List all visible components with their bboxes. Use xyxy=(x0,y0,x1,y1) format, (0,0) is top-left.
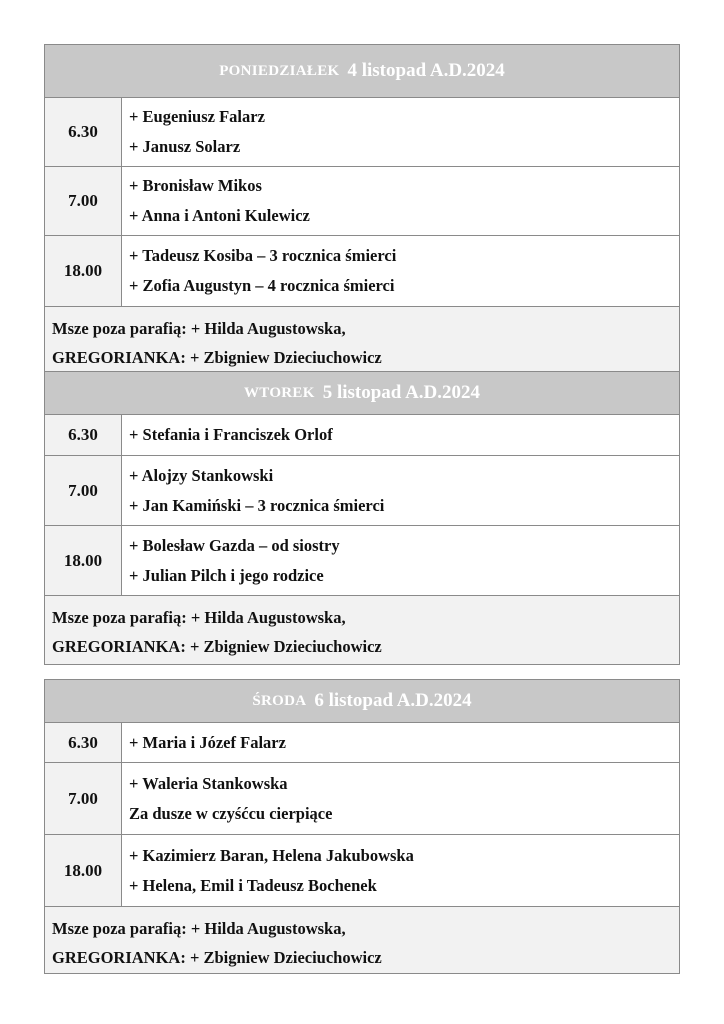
outside-masses: Msze poza parafią: + Hilda Augustowska, xyxy=(52,319,346,338)
mass-intentions xyxy=(122,456,679,525)
date-label: 4 listopad A.D.2024 xyxy=(347,60,505,81)
gregorian-masses: GREGORIANKA: + Zbigniew Dzieciuchowicz xyxy=(52,348,382,367)
mass-time: 18.00 xyxy=(45,526,122,595)
mass-intentions xyxy=(122,723,679,762)
mass-intentions xyxy=(122,763,679,834)
day-header xyxy=(45,45,679,98)
day-header xyxy=(45,371,679,415)
mass-time: 6.30 xyxy=(45,98,122,166)
mass-intentions xyxy=(122,236,679,306)
date-label: 5 listopad A.D.2024 xyxy=(322,382,481,403)
mass-intentions xyxy=(122,835,679,906)
day-block-monday xyxy=(44,44,680,376)
mass-time: 18.00 xyxy=(45,236,122,306)
mass-time: 6.30 xyxy=(45,723,122,762)
intention: Za dusze w czyśćcu cierpiące xyxy=(129,803,333,823)
day-footer xyxy=(45,596,679,664)
day-footer xyxy=(45,307,679,375)
weekday-label: WTOREK xyxy=(243,384,315,401)
mass-row xyxy=(45,526,679,596)
mass-time: 7.00 xyxy=(45,456,122,525)
mass-row xyxy=(45,723,679,763)
intention: + Stefania i Franciszek Orlof xyxy=(129,425,333,444)
intention: + Janusz Solarz xyxy=(129,137,241,156)
mass-time: 18.00 xyxy=(45,835,122,906)
intention: + Waleria Stankowska xyxy=(129,773,288,793)
outside-masses: Msze poza parafią: + Hilda Augustowska, xyxy=(52,608,346,627)
mass-intentions xyxy=(122,526,679,595)
day-block-wednesday xyxy=(44,679,680,974)
gregorian-masses: GREGORIANKA: + Zbigniew Dzieciuchowicz xyxy=(52,637,382,656)
mass-row xyxy=(45,98,679,167)
outside-masses: Msze poza parafią: + Hilda Augustowska, xyxy=(52,919,346,938)
intention: + Maria i Józef Falarz xyxy=(129,732,286,752)
mass-row xyxy=(45,456,679,526)
intention: + Helena, Emil i Tadeusz Bochenek xyxy=(129,875,377,895)
intention: + Bolesław Gazda – od siostry xyxy=(129,535,340,555)
mass-time: 7.00 xyxy=(45,167,122,235)
mass-row xyxy=(45,236,679,307)
mass-time: 7.00 xyxy=(45,763,122,834)
mass-row xyxy=(45,763,679,835)
mass-intentions xyxy=(122,415,679,455)
intention: + Tadeusz Kosiba – 3 rocznica śmierci xyxy=(129,246,397,265)
intention: + Jan Kamiński – 3 rocznica śmierci xyxy=(129,495,385,515)
intention: + Bronisław Mikos xyxy=(129,176,262,195)
date-label: 6 listopad A.D.2024 xyxy=(314,690,472,711)
day-header xyxy=(45,680,679,723)
day-block-tuesday xyxy=(44,371,680,665)
gregorian-masses: GREGORIANKA: + Zbigniew Dzieciuchowicz xyxy=(52,948,382,967)
intention: + Zofia Augustyn – 4 rocznica śmierci xyxy=(129,276,395,295)
intention: + Alojzy Stankowski xyxy=(129,465,274,485)
mass-row xyxy=(45,167,679,236)
day-footer xyxy=(45,907,679,973)
mass-intentions xyxy=(122,167,679,235)
mass-row xyxy=(45,415,679,456)
mass-row xyxy=(45,835,679,907)
intention: + Kazimierz Baran, Helena Jakubowska xyxy=(129,845,414,865)
weekday-label: PONIEDZIAŁEK xyxy=(219,62,340,79)
intention: + Anna i Antoni Kulewicz xyxy=(129,206,310,225)
mass-time: 6.30 xyxy=(45,415,122,455)
intention: + Eugeniusz Falarz xyxy=(129,107,265,126)
intention: + Julian Pilch i jego rodzice xyxy=(129,565,324,585)
weekday-label: ŚRODA xyxy=(252,692,307,709)
mass-intentions xyxy=(122,98,679,166)
